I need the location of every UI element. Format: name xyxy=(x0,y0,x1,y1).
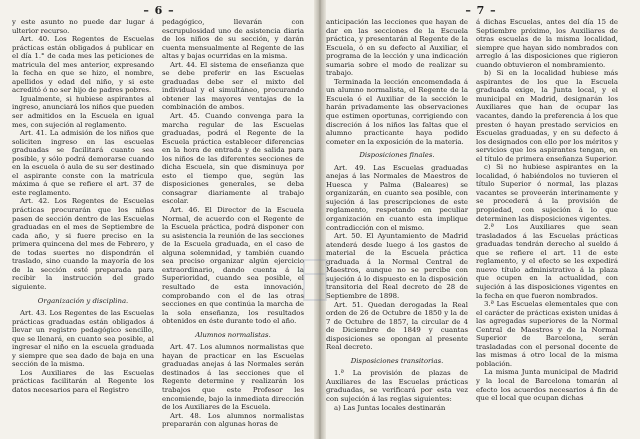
library-watermark-icon xyxy=(300,250,330,310)
paragraph: pedagógico, llevarán con escrupulosidad uno de asistencia diaria de los niños de su sección, y darán cuenta mensualmente al Regente de las altas y bajas ocurridas en la misma. xyxy=(162,18,304,61)
page-number-left: – 6 – xyxy=(143,4,175,17)
page-number-right: – 7 – xyxy=(465,4,497,17)
paragraph: Art. 51. Quedan derogadas la Real orden de 26 de Octubre de 1850 y la de 7 de Octubre de 1857, la circular de 4 de Diciembre de 1849 y cuantas disposiciones se opongan al presente Real decreto. xyxy=(326,300,468,352)
section-heading: Alumnos normalistas. xyxy=(195,330,271,339)
paragraph: Art. 46. El Director de la Escuela Normal, de acuerdo con el Regente de la Escuela práctica, podrá disponer con su asistencia la reunión de las secciones de la Escuela graduada, en el caso de alguna solemnidad, y también cuando sea preciso organizar algún ejercicio extraordinario, dando cuenta á la Superioridad, cuando sea posible, el resultado de esta innovación, comprobando con el de las otras secciones en que continúa la marcha de la sola enseñanza, los resultados obtenidos en éste durante todo el año. xyxy=(162,206,304,326)
paragraph: 1.ª La provisión de plazas de Auxiliares de las Escuelas prácticas graduadas, se verificará por esta vez con sujeción á las reglas siguientes: xyxy=(326,369,468,403)
paragraph: Art. 45. Cuando convenga para la marcha regular de las Escuelas graduadas, podrá el Regente de la Escuela práctica establecer diferencias en la hora de entrada y de salida para los niños de las diferentes secciones de dicha Escuela, sin que disminuya por esto el tiempo que, según las disposiciones generales, se deba consagrar diariamente al trabajo escolar. xyxy=(162,112,304,206)
paragraph: Terminada la lección encomendada á un alumno normalista, el Regente de la Escuela ó el Auxiliar de la sección le harán privadamente las observaciones que estimen oportunas, corrigiendo con discreción á los niños las faltas que el alumno practicante haya podido cometer en la exposición de la materia. xyxy=(326,77,468,146)
section-heading: Organización y disciplina. xyxy=(37,296,129,305)
left-page-column-1 xyxy=(12,18,154,439)
paragraph: a) Las Juntas locales destinarán xyxy=(334,403,446,412)
paragraph: La misma Junta municipal de Madrid y la local de Barcelona tomarán al efecto los acuerdos necesarios á fin de que el local que ocupan dichas xyxy=(476,368,618,403)
paragraph: 2.ª Los Auxiliares que sean trasladados á las Escuelas prácticas graduadas tendrán derecho al sueldo á que se refiere el art. 11 de este reglamento, y el efecto se les expedirá nuevo título administrativo á la plaza que ocupen en la actualidad, con sujeción á las disposiciones vigentes en la fecha en que fueron nombrados. xyxy=(476,223,618,300)
paragraph: Art. 42. Los Regentes de Escuelas prácticas procurarán que los niños pasen de sección dentro de las Escuelas graduadas en el mes de Septiembre de cada año, y si fuere preciso en la primera quincena del mes de Febrero, y de todas suertes no dispondrán el traslado, sino cuando la mayoría de los de la sección esté preparada para recibir la instrucción del grado siguiente. xyxy=(12,197,154,291)
paragraph: Los Auxiliares de las Escuelas prácticas facilitarán al Regente los datos necesarios para el Registro xyxy=(12,368,154,394)
right-page-column-2 xyxy=(476,18,618,439)
paragraph: Art. 41. La admisión de los niños que soliciten ingreso en las escuelas graduadas se facilitará cuanto sea posible, y sólo podrá demorarse cuando en la escuela ó aula de su ser destinado el aspirante conste con la matrícula máxima á que se refiere el art. 37 de este reglamento. xyxy=(12,129,154,197)
left-page xyxy=(0,0,318,439)
paragraph: 3.ª Las Escuelas elementales que con el carácter de prácticas existen unidas á las agregadas superiores de la Normal Central de Maestros y de la Normal Superior de Barcelona, serán trasladadas con el personal docente de las mismas á otro local de la misma población. xyxy=(476,300,618,368)
left-page-column-2 xyxy=(162,18,304,439)
paragraph: c) Si no hubiese aspirantes en la localidad, ó habiéndolos no tuvieren el título Superior ó normal, las plazas vacantes se proveerán interinamente y se procederá á la provisión de propiedad, con sujeción á lo que determinen las disposiciones vigentes. xyxy=(476,163,618,223)
section-heading: Disposiciones transitorias. xyxy=(350,356,444,365)
paragraph: Art. 44. El sistema de enseñanza que se debe preferir en las Escuelas graduadas debe ser el mixto del individual y el simultáneo, procurando obtener las mayores ventajas de la combinación de ambos. xyxy=(162,60,304,112)
paragraph: á dichas Escuelas, antes del día 15 de Septiembre próximo, los Auxiliares de otras escuelas de la misma localidad, siempre que hayan sido nombrados con arreglo á las disposiciones que rigieron cuando obtuvieron el nombramiento. xyxy=(476,18,618,69)
right-page-column-1 xyxy=(326,18,468,439)
paragraph: anticipación las lecciones que hayan de dar en las secciones de la Escuela práctica, y presentarán al Regente de la Escuela, ó en su defecto al Auxiliar, el programa de la lección y una indicación sumaria sobre el modo de realizar su trabajo. xyxy=(326,18,468,78)
section-heading: Disposiciones finales. xyxy=(359,151,435,160)
paragraph: Art. 50. El Ayuntamiento de Madrid atenderá desde luego á los gastos de material de la Escuela práctica graduada á la Normal Central de Maestros, aunque no se percibe con sujeción á lo dispuesto en la disposición transitoria del Real decreto de 28 de Septiembre de 1898. xyxy=(326,232,468,300)
paragraph: Art. 40. Los Regentes de Escuelas prácticas están obligados á publicar en el día 1.° de cada mes las peticiones de matricula del mes anterior, expresando la fecha en que se hizo, el nombre, apellidos y edad del niño, y si este acreditó ó no ser hijo de padres pobres. xyxy=(12,35,154,95)
paragraph: b) Si en la localidad hubiese más aspirantes de los que la Escuela graduada exige, la Junta local, y el municipal en Madrid, designarán los Auxiliares que han de ocupar las vacantes, dando la preferencia á los que presten ó hayan prestado servicios en Escuelas graduadas, y en su defecto á los designados con ello por los méritos y servicios que los aspirantes tengan, en el título de primera enseñanza Superior. xyxy=(476,69,618,163)
paragraph: y este asunto no puede dar lugar á ulterior recurso. xyxy=(12,18,154,35)
paragraph: Art. 48. Los alumnos normalistas prepararán con algunas horas de xyxy=(162,411,304,429)
right-page xyxy=(322,0,640,439)
paragraph: Art. 43. Los Regentes de las Escuelas prácticas graduadas están obligados á llevar un registro pedagógico sencillo, que se llenará, en cuanto sea posible, al ingresar el niño en la escuela graduada y siempre que sea dado de baja en una sección de la misma. xyxy=(12,309,154,369)
paragraph: Art. 47. Los alumnos normalistas que hayan de practicar en las Escuelas graduadas anejas á las Normales serán destinados á las secciones que el Regente determine y realizarán los trabajos que este Profesor les encomiende, bajo la inmediata dirección de los Auxiliares de la Escuela. xyxy=(162,343,304,412)
paragraph: Igualmente, si hubiese aspirantes al ingreso, anunciará los niños que pueden ser admitidos en la Escuela en igual mes, con sujeción al reglamento. xyxy=(12,94,154,129)
paragraph: Art. 49. Las Escuelas graduadas anejas á las Normales de Maestros de Huesca y Palma (Baleares) se organizarán, en cuanto sea posible, con sujeción á las prescripciones de este reglamento, respetando en peculiar organización en cuanto esta implique contradicción con el mismo. xyxy=(326,163,468,232)
